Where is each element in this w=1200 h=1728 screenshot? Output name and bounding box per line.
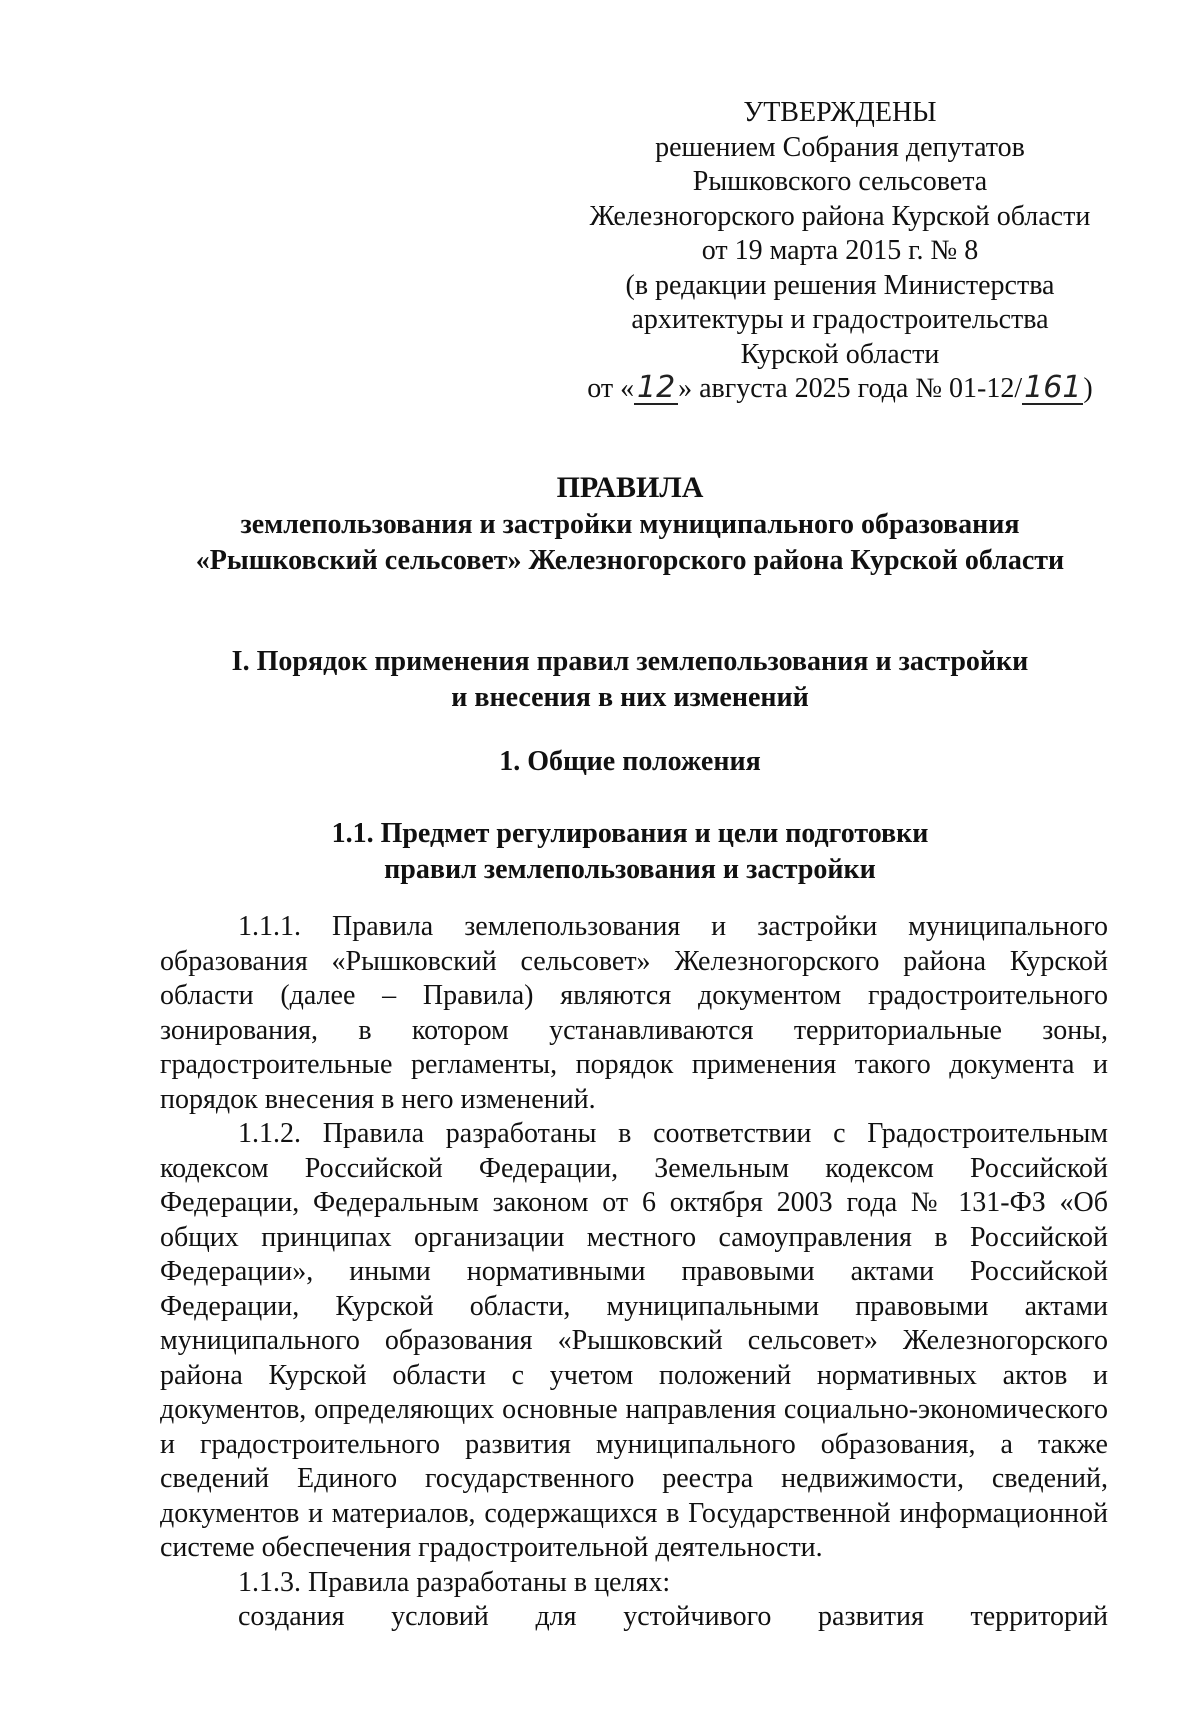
paragraph-1-1-2: 1.1.2. Правила разработаны в соответствии с Градостроительным кодексом Российской Федерации, Земельным кодексом Российской Федерации, Федеральным законом от 6 октября 2003 года № 131-ФЗ «Об общих принципах организации местного самоуправления в Российской Федерации», иными нормативными правовыми актами Российской Федерации, Курской области, муниципальными правовыми актами муниципального образования «Рышковский сельсовет» Железногорского района Курской области с учетом положений нормативных актов и документов, определяющих основные направления социально-экономического и градостроительного развития муниципального образования, а также сведений Единого государственного реестра недвижимости, сведений, документов и материалов, содержащихся в Государственной информационной системе обеспечения градостроительной деятельности.	[160, 1118, 1108, 1563]
subchapter-line: правил землепользования и застройки	[384, 854, 876, 885]
body-text	[160, 910, 1108, 1635]
approval-heading: УТВЕРЖДЕНЫ	[743, 97, 937, 128]
paragraph-1-1-3: 1.1.3. Правила разработаны в целях:	[238, 1566, 671, 1598]
date-middle: » августа 2025 года № 01-12/	[678, 373, 1023, 404]
subchapter-line: 1.1. Предмет регулирования и цели подготовки	[331, 818, 929, 849]
approval-line: Железногорского района Курской области	[589, 200, 1091, 232]
document-title	[150, 470, 1110, 506]
chapter-heading	[150, 744, 1110, 780]
handwritten-day: 12	[634, 373, 678, 405]
chapter-title: 1. Общие положения	[499, 746, 761, 777]
approval-date-line	[560, 372, 1120, 407]
approval-line: архитектуры и градостроительства	[631, 304, 1049, 335]
section-line: I. Порядок применения правил землепользования и застройки	[231, 646, 1029, 677]
approval-line: Курской области	[740, 338, 940, 370]
approval-line: Рышковского сельсовета	[692, 166, 988, 197]
paragraph-goal-item: создания условий для устойчивого развития территорий	[238, 1601, 1108, 1632]
section-line: и внесения в них изменений	[451, 682, 809, 713]
subchapter-heading	[150, 816, 1110, 888]
approval-line: решением Собрания депутатов	[655, 131, 1025, 163]
handwritten-number: 161	[1024, 370, 1082, 405]
approval-block	[560, 96, 1120, 407]
approval-line: (в редакции решения Министерства	[625, 269, 1055, 301]
subtitle-line: землепользования и застройки муниципального образования	[240, 509, 1020, 540]
document-subtitle	[150, 507, 1110, 579]
date-prefix: от «	[587, 373, 635, 404]
section-heading	[150, 644, 1110, 716]
date-suffix: )	[1083, 373, 1093, 404]
title-main: ПРАВИЛА	[556, 471, 704, 504]
approval-line: от 19 марта 2015 г. № 8	[701, 235, 979, 266]
paragraph-1-1-1: 1.1.1. Правила землепользования и застройки муниципального образования «Рышковский сельсовет» Железногорского района Курской области (далее – Правила) являются документом градостроительного зонирования, в котором устанавливаются территориальные зоны, градостроительные регламенты, порядок применения такого документа и порядок внесения в него изменений.	[160, 911, 1108, 1115]
subtitle-line: «Рышковский сельсовет» Железногорского района Курской области	[195, 545, 1065, 576]
